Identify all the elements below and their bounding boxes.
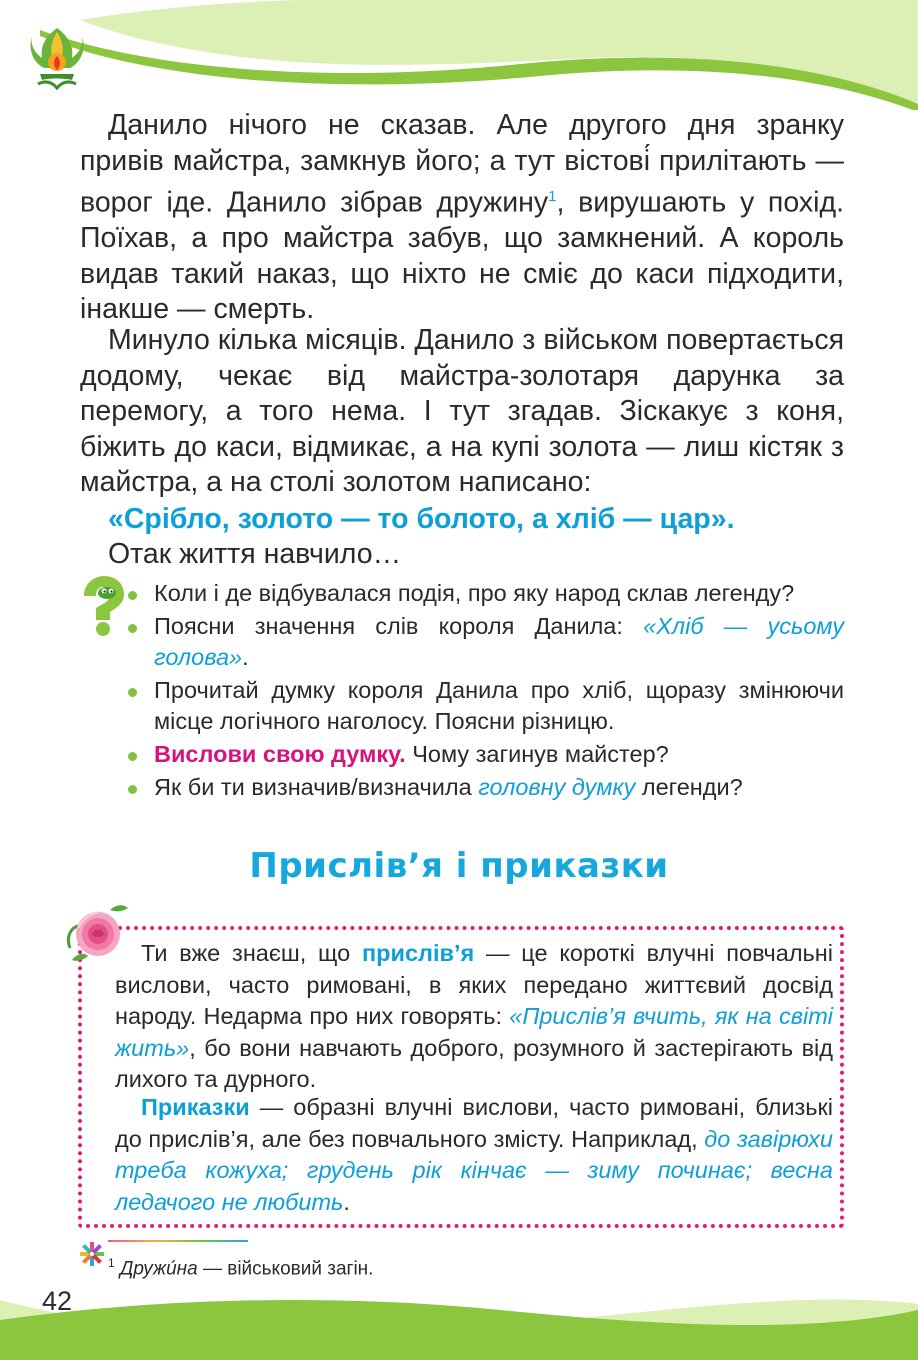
question-2 (128, 611, 844, 673)
footnote-star-icon (78, 1240, 106, 1268)
question-4-text: Чому загинув майстер? (405, 741, 669, 767)
question-1-text: Коли і де відбувалася подія, про яку народ склав легенду? (154, 580, 795, 606)
page-number: 42 (42, 1286, 73, 1316)
question-5-text: Як би ти визначив/визначила (154, 774, 479, 800)
bottom-wave-decoration (0, 1270, 918, 1360)
question-2-quote: «Хліб — усьому голова» (154, 613, 844, 670)
proverb-quote: «Срібло, золото — то болото, а хліб — цар». (108, 503, 735, 535)
question-2-text: Поясни значення слів короля Данила: (154, 613, 644, 639)
info-p2-period: . (343, 1188, 350, 1215)
info-paragraph-2 (115, 1092, 833, 1218)
story-paragraph-1-end: , вирушають у похід. Поїхав, а про майстра забув, що замкнений. А король видав такий наказ, що ніхто не сміє до каси підходити, інакше — смерть. (80, 186, 844, 325)
info-p2-text-a: — образні влучні вислови, часто римовані, близькі до прислів’я, але без повчального змісту. Наприклад, (115, 1094, 833, 1152)
footnote-mark: 1 (108, 1256, 115, 1270)
story-paragraph-1-text: Данило нічого не сказав. Але другого дня зранку привів майстра, замкнув його; а тут вістові́ прилітають — ворог іде. Данило зібрав дружину (80, 109, 844, 219)
question-5-term: головну думку (478, 774, 636, 800)
top-wave-decoration (0, 0, 918, 110)
question-4 (128, 739, 844, 770)
footnote-divider (108, 1240, 248, 1242)
term-proverb: прислів’я (361, 940, 475, 966)
story-outro: Отак життя навчило… (108, 538, 402, 570)
question-4-prompt: Вислови свою думку. (154, 741, 406, 767)
questions-list (128, 578, 844, 803)
footnote-text: — військовий загін. (197, 1258, 374, 1280)
story-paragraph-2 (80, 323, 844, 501)
question-3 (128, 675, 844, 737)
info-paragraph-1 (115, 938, 833, 1096)
info-p1-text-c: , бо вони навчають доброго, розумного й застерігають від лихого та дурного. (115, 1034, 833, 1092)
section-title: Прислів’я і приказки (249, 846, 669, 886)
info-p1-text-a: Ти вже знаєш, що (141, 940, 362, 966)
question-1 (128, 578, 844, 609)
term-saying: Приказки (141, 1094, 250, 1120)
story-paragraph-2-text: Минуло кілька місяців. Данило з військом повертається додому, чекає від майстра-золотаря дарунка за перемогу, а того нема. І тут згадав. Зіскакує з коня, біжить до каси, відмикає, а на купі золота — лиш кістяк з майстра, а на столі золотом написано: (80, 324, 844, 498)
story-paragraph-1 (80, 108, 844, 328)
question-5-end: легенди? (635, 774, 743, 800)
footnote-term: Дружи́на (119, 1258, 198, 1280)
proverb-example: «Прислів’я вчить, як на світі жить» (115, 1003, 833, 1061)
question-3-text: Прочитай думку короля Данила про хліб, щоразу змінюючи місце логічного наголосу. Поясни різницю. (154, 677, 844, 734)
saying-examples: до завірюхи треба кожуха; грудень рік кінчає — зиму починає; весна ледачого не любить (115, 1125, 833, 1215)
folk-flower-ornament-icon (26, 22, 88, 94)
question-mark-icon (76, 576, 126, 638)
question-5 (128, 772, 844, 803)
question-2-period: . (242, 644, 249, 670)
footnote-ref[interactable]: 1 (548, 188, 557, 205)
info-p1-text-b: — це короткі влучні повчальні вислови, часто римовані, в яких передано життєвий досвід народу. Недарма про них говорять: (115, 940, 833, 1029)
